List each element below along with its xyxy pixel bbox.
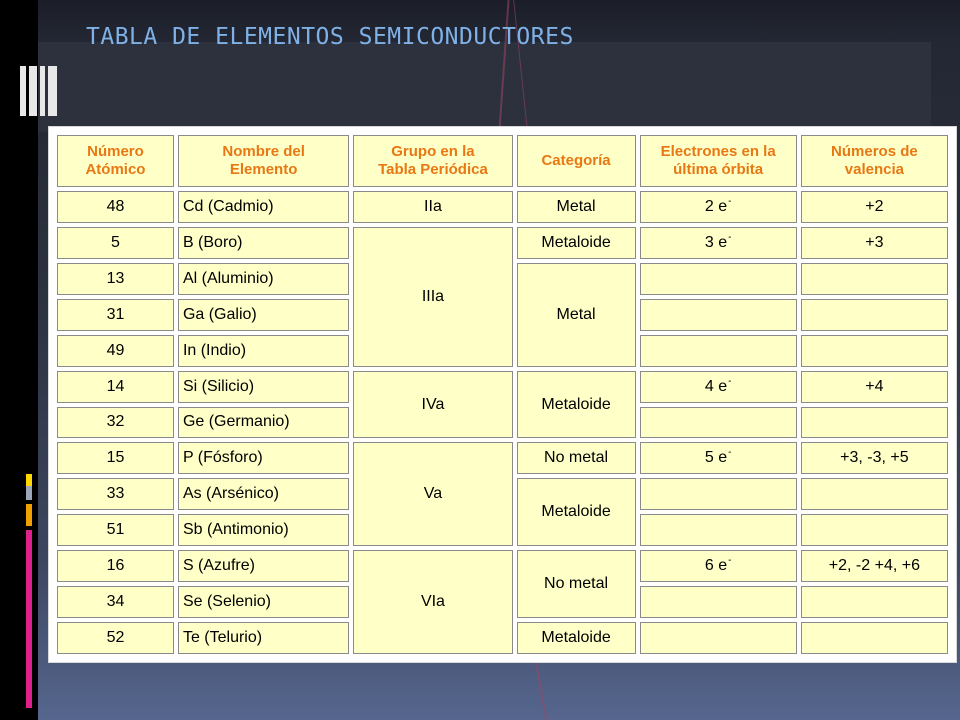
cell-electrones: 5 e- xyxy=(640,442,797,474)
cell-nombre: P (Fósforo) xyxy=(178,442,349,474)
cell-nombre: Se (Selenio) xyxy=(178,586,349,618)
cell-numero: 33 xyxy=(57,478,174,510)
cell-nombre: Ga (Galio) xyxy=(178,299,349,331)
cell-valencia xyxy=(801,514,948,546)
title-band xyxy=(38,42,931,132)
cell-valencia: +4 xyxy=(801,371,948,403)
cell-valencia xyxy=(801,478,948,510)
table-header-row xyxy=(57,135,948,187)
cell-grupo: IIa xyxy=(353,191,512,223)
cell-nombre: Te (Telurio) xyxy=(178,622,349,654)
cell-numero: 5 xyxy=(57,227,174,259)
cell-valencia xyxy=(801,299,948,331)
cell-categoria: No metal xyxy=(517,550,636,618)
cell-valencia xyxy=(801,335,948,367)
cell-nombre: Cd (Cadmio) xyxy=(178,191,349,223)
cell-electrones: 6 e- xyxy=(640,550,797,582)
cell-electrones xyxy=(640,335,797,367)
cell-numero: 48 xyxy=(57,191,174,223)
cell-numero: 52 xyxy=(57,622,174,654)
header-numero-atomico: Número Atómico xyxy=(57,135,174,187)
header-valencia: Números de valencia xyxy=(801,135,948,187)
cell-valencia: +2, -2 +4, +6 xyxy=(801,550,948,582)
cell-numero: 16 xyxy=(57,550,174,582)
cell-valencia: +2 xyxy=(801,191,948,223)
cell-numero: 51 xyxy=(57,514,174,546)
accent-strip xyxy=(26,504,32,526)
header-grupo: Grupo en la Tabla Periódica xyxy=(353,135,512,187)
cell-electrones xyxy=(640,263,797,295)
semiconductor-table xyxy=(53,131,952,658)
cell-electrones xyxy=(640,299,797,331)
cell-numero: 32 xyxy=(57,407,174,439)
cell-electrones: 3 e- xyxy=(640,227,797,259)
cell-categoria: Metaloide xyxy=(517,371,636,439)
cell-grupo: IIIa xyxy=(353,227,512,367)
slide-title: TABLA DE ELEMENTOS SEMICONDUCTORES xyxy=(86,24,574,50)
cell-categoria: Metal xyxy=(517,191,636,223)
cell-numero: 15 xyxy=(57,442,174,474)
cell-numero: 14 xyxy=(57,371,174,403)
cell-valencia xyxy=(801,263,948,295)
header-categoria: Categoría xyxy=(517,135,636,187)
cell-valencia xyxy=(801,407,948,439)
cell-grupo: IVa xyxy=(353,371,512,439)
cell-nombre: Si (Silicio) xyxy=(178,371,349,403)
cell-electrones xyxy=(640,586,797,618)
cell-valencia xyxy=(801,622,948,654)
cell-categoria: Metal xyxy=(517,263,636,367)
cell-valencia xyxy=(801,586,948,618)
cell-nombre: Sb (Antimonio) xyxy=(178,514,349,546)
cell-numero: 13 xyxy=(57,263,174,295)
cell-electrones xyxy=(640,407,797,439)
header-electrones: Electrones en la última órbita xyxy=(640,135,797,187)
accent-strip xyxy=(26,486,32,500)
cell-nombre: As (Arsénico) xyxy=(178,478,349,510)
table-row xyxy=(57,191,948,223)
cell-electrones xyxy=(640,514,797,546)
cell-categoria: Metaloide xyxy=(517,622,636,654)
cell-nombre: S (Azufre) xyxy=(178,550,349,582)
header-nombre-elemento: Nombre del Elemento xyxy=(178,135,349,187)
cell-valencia: +3, -3, +5 xyxy=(801,442,948,474)
cell-categoria: Metaloide xyxy=(517,478,636,546)
cell-numero: 31 xyxy=(57,299,174,331)
cell-numero: 49 xyxy=(57,335,174,367)
cell-categoria: Metaloide xyxy=(517,227,636,259)
accent-strip xyxy=(26,530,32,708)
cell-grupo: VIa xyxy=(353,550,512,654)
cell-valencia: +3 xyxy=(801,227,948,259)
cell-electrones xyxy=(640,478,797,510)
cell-nombre: B (Boro) xyxy=(178,227,349,259)
semiconductor-table-frame xyxy=(48,126,957,663)
table-row xyxy=(57,227,948,259)
cell-electrones: 2 e- xyxy=(640,191,797,223)
decorative-bars xyxy=(20,66,60,116)
table-row xyxy=(57,442,948,474)
cell-electrones: 4 e- xyxy=(640,371,797,403)
table-row xyxy=(57,371,948,403)
cell-nombre: Al (Aluminio) xyxy=(178,263,349,295)
cell-electrones xyxy=(640,622,797,654)
cell-nombre: In (Indio) xyxy=(178,335,349,367)
table-row xyxy=(57,550,948,582)
cell-grupo: Va xyxy=(353,442,512,546)
cell-categoria: No metal xyxy=(517,442,636,474)
cell-nombre: Ge (Germanio) xyxy=(178,407,349,439)
cell-numero: 34 xyxy=(57,586,174,618)
